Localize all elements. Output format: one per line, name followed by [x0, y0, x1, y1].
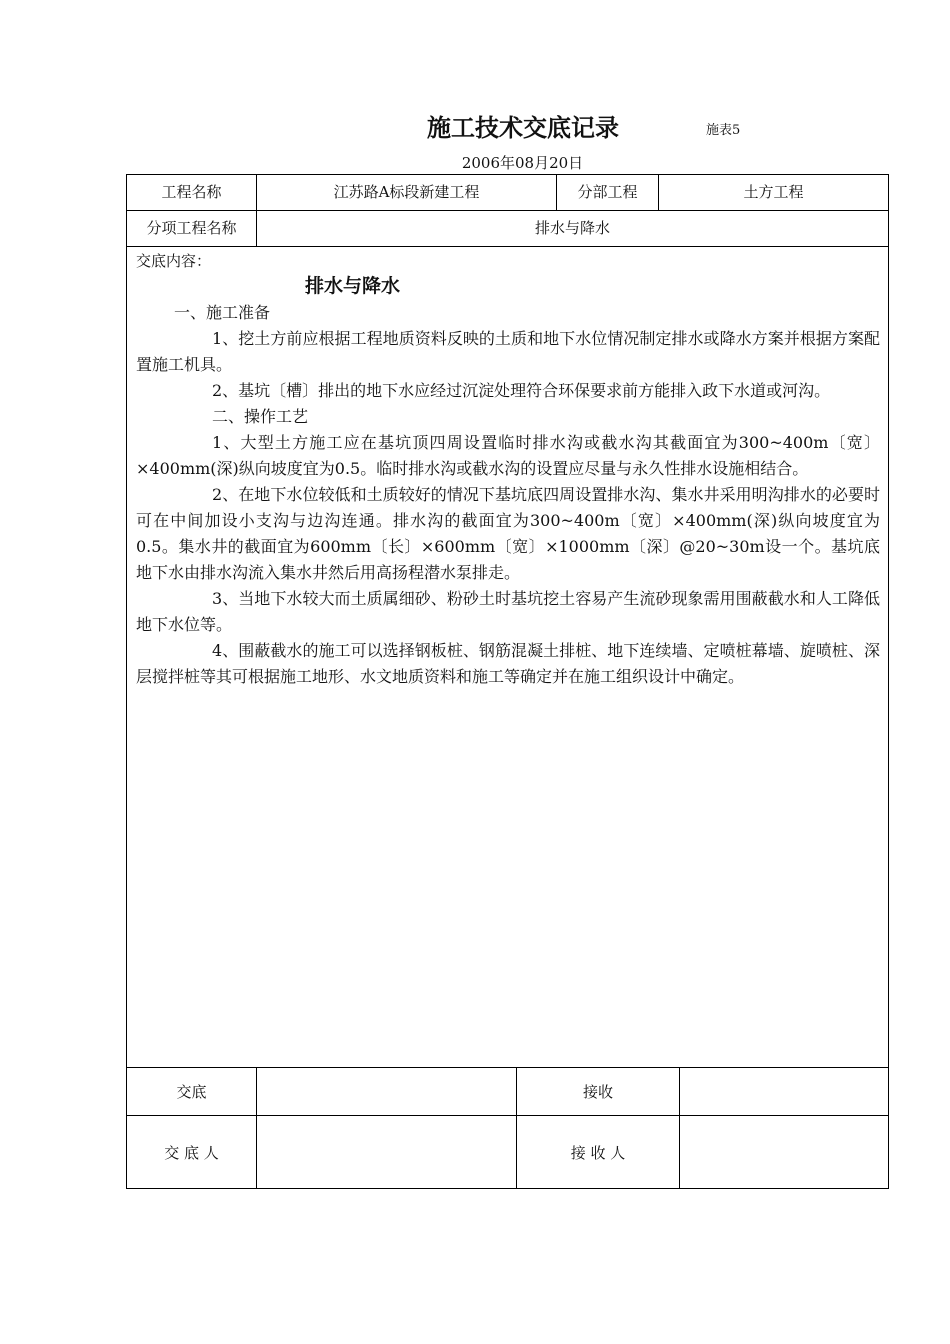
content-label: 交底内容： [136, 252, 212, 270]
handover-person-field[interactable] [257, 1116, 516, 1188]
division-label: 分部工程 [577, 183, 638, 201]
section-heading-1: 一、施工准备 [174, 303, 271, 322]
paragraph-2-4: 4、围蔽截水的施工可以选择钢板桩、钢筋混凝土排桩、地下连续墙、定喷桩幕墙、旋喷桩、深层搅拌桩等其可根据施工地形、水文地质资料和施工等确定并在施工组织设计中确定。 [136, 641, 880, 686]
subitem-label: 分项工程名称 [146, 219, 237, 237]
table-border-left [126, 174, 127, 1189]
paragraph-1-2: 2、基坑〔槽〕排出的地下水应经过沉淀处理符合环保要求前方能排入政下水道或河沟。 [212, 381, 831, 400]
project-name-label: 工程名称 [161, 183, 222, 201]
receive-person-label: 接 收 人 [570, 1144, 626, 1162]
handover-label: 交底 [176, 1083, 207, 1101]
row-divider-2 [126, 246, 889, 247]
row-divider-1 [126, 210, 889, 211]
record-date: 2006年08月20日 [461, 154, 584, 172]
receive-field[interactable] [680, 1068, 888, 1115]
handover-field[interactable] [257, 1068, 516, 1115]
document-title: 施工技术交底记录 [427, 114, 619, 142]
paragraph-2-2: 2、在地下水位较低和土质较好的情况下基坑底四周设置排水沟、集水井采用明沟排水的必要时可在中间加设小支沟与边沟连通。排水沟的截面宜为300~400m〔宽〕×400mm(深)纵向坡度宜为0.5。集水井的截面宜为600mm〔长〕×600mm〔宽〕×1000mm〔深〕@20~30m设一个。基坑底地下水由排水沟流入集水井然后用高扬程潜水泵排走。 [136, 485, 880, 582]
receive-person-field[interactable] [680, 1116, 888, 1188]
handover-content [136, 252, 880, 690]
project-name-value: 江苏路A标段新建工程 [333, 183, 480, 201]
handover-person-label: 交 底 人 [164, 1144, 219, 1162]
table-border-right [888, 174, 889, 1189]
table-border-top [126, 174, 889, 175]
paragraph-1-1: 1、挖土方前应根据工程地质资料反映的土质和地下水位情况制定排水或降水方案并根据方案配置施工机具。 [136, 329, 880, 374]
paragraph-2-3: 3、当地下水较大而土质属细砂、粉砂土时基坑挖土容易产生流砂现象需用围蔽截水和人工降低地下水位等。 [136, 589, 880, 634]
receive-label: 接收 [582, 1083, 613, 1101]
form-number: 施表5 [706, 123, 741, 138]
table-border-bottom [126, 1188, 889, 1189]
division-value: 土方工程 [743, 183, 804, 201]
content-title: 排水与降水 [305, 275, 401, 297]
subitem-value: 排水与降水 [534, 219, 610, 237]
section-heading-2: 二、操作工艺 [212, 407, 309, 426]
paragraph-2-1: 1、大型土方施工应在基坑顶四周设置临时排水沟或截水沟其截面宜为300~400m〔宽〕×400mm(深)纵向坡度宜为0.5。临时排水沟或截水沟的设置应尽量与永久性排水设施相结合。 [136, 433, 880, 478]
